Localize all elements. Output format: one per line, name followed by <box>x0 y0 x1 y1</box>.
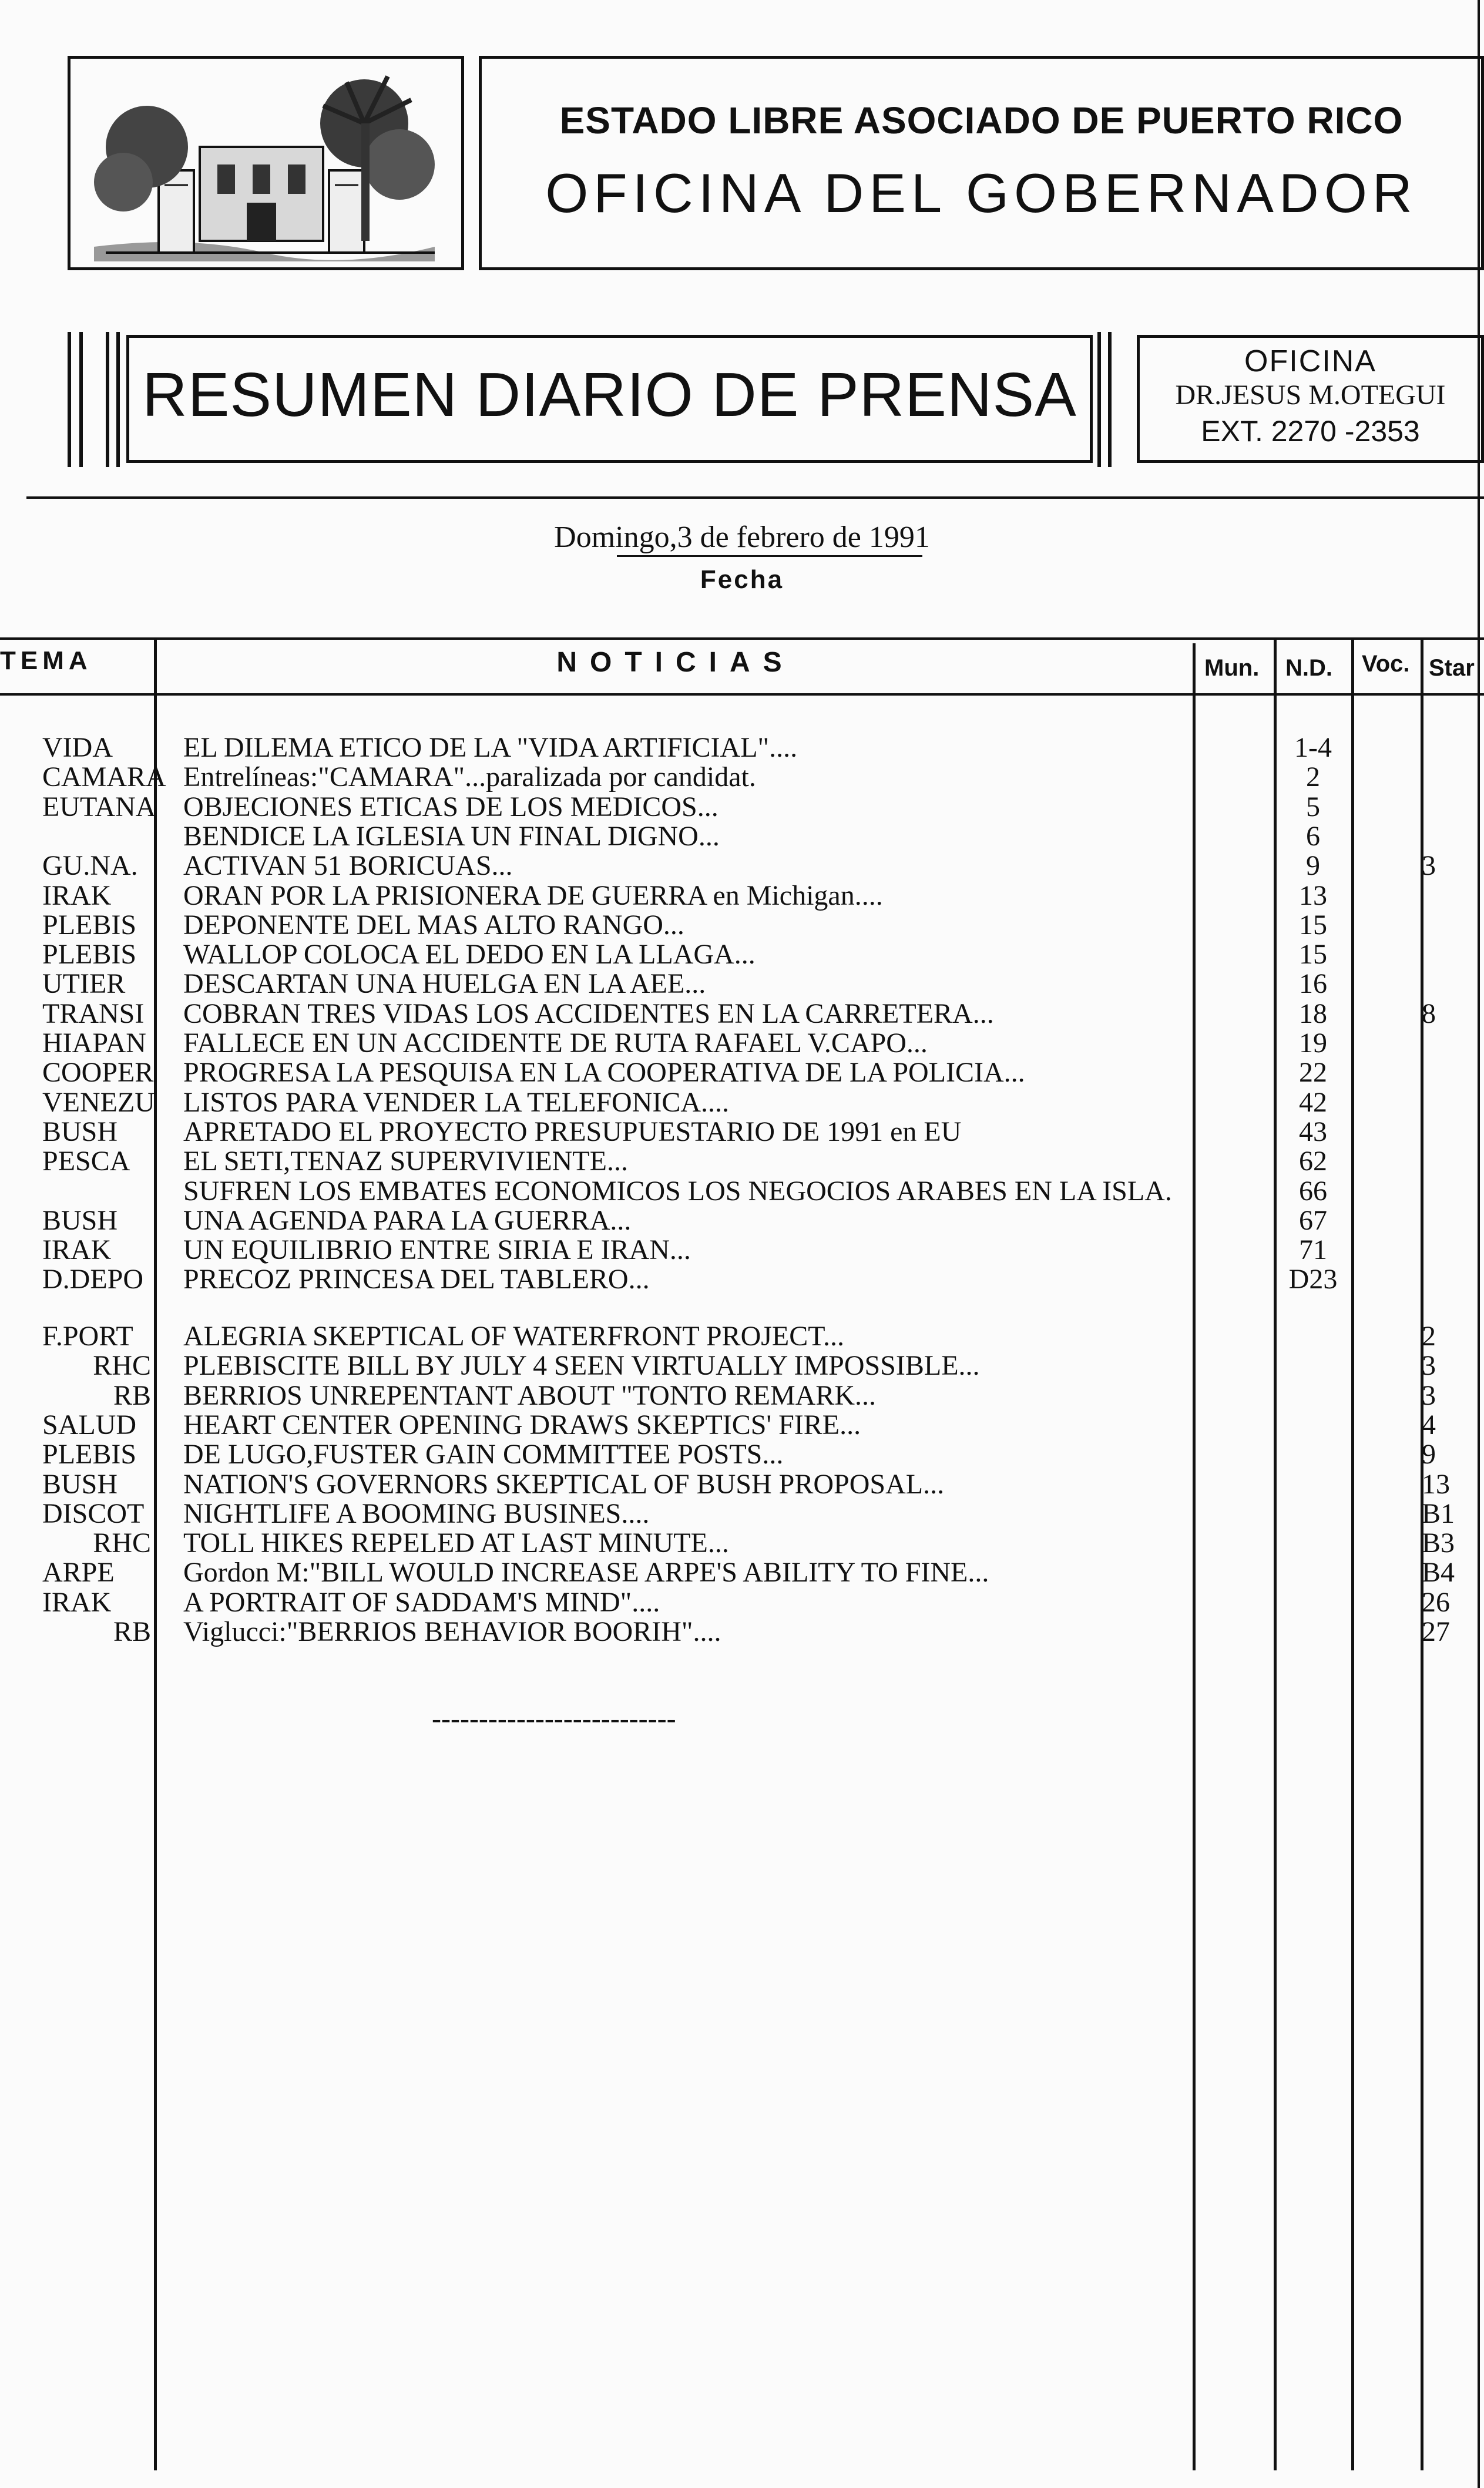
table-row <box>0 763 1484 792</box>
table-row <box>0 733 1484 763</box>
row-nd: 16 <box>1299 968 1327 1000</box>
row-title: UNA AGENDA PARA LA GUERRA... <box>183 1204 632 1236</box>
table-row <box>0 1529 1484 1558</box>
row-tema: SALUD <box>42 1409 137 1441</box>
row-tema: PLEBIS <box>42 939 137 971</box>
row-tema: PESCA <box>42 1146 130 1177</box>
resumen-title: RESUMEN DIARIO DE PRENSA <box>142 360 1077 429</box>
table-row <box>0 1381 1484 1411</box>
row-title: PRECOZ PRINCESA DEL TABLERO... <box>183 1264 650 1295</box>
table-top-rule <box>0 637 1484 640</box>
oficina-label: OFICINA <box>1244 344 1376 378</box>
left-bar-2 <box>79 332 83 467</box>
row-title: PLEBISCITE BILL BY JULY 4 SEEN VIRTUALLY IMPOSSIBLE... <box>183 1350 980 1382</box>
row-nd: 42 <box>1299 1086 1327 1118</box>
row-tema: RHC <box>93 1527 151 1559</box>
row-tema: COOPER <box>42 1057 154 1089</box>
row-title: LISTOS PARA VENDER LA TELEFONICA.... <box>183 1086 730 1118</box>
row-nd: 19 <box>1299 1028 1327 1059</box>
row-title: NIGHTLIFE A BOOMING BUSINES.... <box>183 1497 650 1529</box>
column-header-voc: Voc. <box>1362 651 1410 677</box>
left-bar-1 <box>68 332 71 467</box>
row-title: ACTIVAN 51 BORICUAS... <box>183 850 513 882</box>
table-row <box>0 851 1484 881</box>
row-tema: F.PORT <box>42 1321 133 1352</box>
table-header-rule <box>0 693 1484 696</box>
row-tema: UTIER <box>42 968 126 1000</box>
table-row <box>0 1265 1484 1294</box>
row-tema: RHC <box>93 1350 151 1382</box>
table-row <box>0 1351 1484 1381</box>
table-row <box>0 1088 1484 1117</box>
row-tema: VENEZU <box>42 1086 155 1118</box>
row-title: EL SETI,TENAZ SUPERVIVIENTE... <box>183 1146 628 1177</box>
row-nd: 67 <box>1299 1204 1327 1236</box>
table-row <box>0 969 1484 999</box>
row-tema: IRAK <box>42 879 112 911</box>
row-star: 8 <box>1422 998 1436 1029</box>
row-tema: GU.NA. <box>42 850 138 882</box>
row-title: OBJECIONES ETICAS DE LOS MEDICOS... <box>183 791 719 822</box>
table-row <box>0 1499 1484 1529</box>
row-nd: 13 <box>1299 879 1327 911</box>
row-title: UN EQUILIBRIO ENTRE SIRIA E IRAN... <box>183 1234 691 1266</box>
table-row <box>0 1470 1484 1499</box>
row-nd: 15 <box>1299 909 1327 941</box>
row-title: APRETADO EL PROYECTO PRESUPUESTARIO DE 1991 en EU <box>183 1116 962 1147</box>
row-star: 2 <box>1422 1321 1436 1352</box>
row-tema: D.DEPO <box>42 1264 144 1295</box>
header-divider <box>26 496 1484 499</box>
right-bar-2 <box>1108 332 1112 467</box>
date-underline <box>617 555 922 557</box>
row-tema: DISCOT <box>42 1497 145 1529</box>
table-row <box>0 999 1484 1029</box>
header-oficina-gobernador: OFICINA DEL GOBERNADOR <box>545 162 1418 224</box>
table-row <box>0 793 1484 822</box>
column-header-tema: TEMA <box>0 646 92 675</box>
row-title: Entrelíneas:"CAMARA"...paralizada por candidat. <box>183 761 756 793</box>
row-title: TOLL HIKES REPELED AT LAST MINUTE... <box>183 1527 729 1559</box>
row-star: 9 <box>1422 1439 1436 1470</box>
row-title: FALLECE EN UN ACCIDENTE DE RUTA RAFAEL V.CAPO... <box>183 1028 928 1059</box>
row-title: ORAN POR LA PRISIONERA DE GUERRA en Michigan.... <box>183 879 883 911</box>
row-tema: HIAPAN <box>42 1028 146 1059</box>
row-tema: TRANSI <box>42 998 145 1029</box>
table-row <box>0 1617 1484 1647</box>
row-title: Viglucci:"BERRIOS BEHAVIOR BOORIH".... <box>183 1616 721 1647</box>
table-row <box>0 911 1484 940</box>
table-row <box>0 1058 1484 1087</box>
row-star: B1 <box>1422 1497 1455 1529</box>
row-tema: IRAK <box>42 1234 112 1266</box>
row-title: EL DILEMA ETICO DE LA "VIDA ARTIFICIAL".... <box>183 732 798 763</box>
row-tema: CAMARA <box>42 761 166 793</box>
table-row <box>0 1440 1484 1469</box>
row-title: HEART CENTER OPENING DRAWS SKEPTICS' FIRE... <box>183 1409 861 1441</box>
row-star: 4 <box>1422 1409 1436 1441</box>
row-tema: IRAK <box>42 1586 112 1618</box>
row-title: COBRAN TRES VIDAS LOS ACCIDENTES EN LA CARRETERA... <box>183 998 994 1029</box>
row-nd: 66 <box>1299 1175 1327 1207</box>
row-title: PROGRESA LA PESQUISA EN LA COOPERATIVA DE LA POLICIA... <box>183 1057 1025 1089</box>
row-title: DE LUGO,FUSTER GAIN COMMITTEE POSTS... <box>183 1439 784 1470</box>
row-star: 3 <box>1422 1379 1436 1411</box>
table-row <box>0 1235 1484 1265</box>
table-row <box>0 1588 1484 1617</box>
row-nd: 6 <box>1306 820 1320 852</box>
row-nd: 2 <box>1306 761 1320 793</box>
row-tema: BUSH <box>42 1204 118 1236</box>
oficina-name: DR.JESUS M.OTEGUI <box>1175 380 1446 411</box>
date-value: Domingo,3 de febrero de 1991 <box>554 521 930 554</box>
header-estado: ESTADO LIBRE ASOCIADO DE PUERTO RICO <box>559 99 1404 142</box>
row-tema: VIDA <box>42 732 113 763</box>
column-header-star: Star <box>1429 655 1475 681</box>
row-nd: 71 <box>1299 1234 1327 1266</box>
table-row <box>0 1206 1484 1235</box>
row-nd: D23 <box>1288 1264 1338 1295</box>
table-row <box>0 1029 1484 1058</box>
table-row <box>0 1117 1484 1147</box>
row-tema: PLEBIS <box>42 1439 137 1470</box>
row-title: DESCARTAN UNA HUELGA EN LA AEE... <box>183 968 706 1000</box>
left-bar-3 <box>106 332 109 467</box>
row-nd: 15 <box>1299 939 1327 971</box>
row-tema: BUSH <box>42 1468 118 1500</box>
row-nd: 1-4 <box>1294 732 1332 763</box>
row-title: BENDICE LA IGLESIA UN FINAL DIGNO... <box>183 820 720 852</box>
table-row <box>0 940 1484 969</box>
row-tema: RB <box>113 1616 151 1647</box>
row-nd: 5 <box>1306 791 1320 822</box>
row-star: B3 <box>1422 1527 1455 1559</box>
table-row <box>0 1177 1484 1206</box>
table-row <box>0 881 1484 911</box>
row-nd: 18 <box>1299 998 1327 1029</box>
table-row <box>0 1411 1484 1440</box>
left-bar-4 <box>116 332 120 467</box>
row-star: 26 <box>1422 1586 1450 1618</box>
row-title: ALEGRIA SKEPTICAL OF WATERFRONT PROJECT... <box>183 1321 844 1352</box>
fortaleza-logo-icon <box>70 59 461 267</box>
row-title: A PORTRAIT OF SADDAM'S MIND".... <box>183 1586 660 1618</box>
right-bar-1 <box>1097 332 1101 467</box>
row-star: 3 <box>1422 850 1436 882</box>
row-star: 3 <box>1422 1350 1436 1382</box>
row-title: NATION'S GOVERNORS SKEPTICAL OF BUSH PROPOSAL... <box>183 1468 945 1500</box>
row-tema: ARPE <box>42 1557 115 1589</box>
table-row <box>0 822 1484 851</box>
row-nd: 62 <box>1299 1146 1327 1177</box>
row-nd: 9 <box>1306 850 1320 882</box>
row-star: 27 <box>1422 1616 1450 1647</box>
logo-box <box>68 56 464 270</box>
row-tema: RB <box>113 1379 151 1411</box>
row-title: DEPONENTE DEL MAS ALTO RANGO... <box>183 909 684 941</box>
row-star: B4 <box>1422 1557 1455 1589</box>
oficina-ext: EXT. 2270 -2353 <box>1201 415 1420 448</box>
end-dashes: -------------------------- <box>432 1703 676 1734</box>
row-nd: 43 <box>1299 1116 1327 1147</box>
table-row <box>0 1558 1484 1587</box>
row-star: 13 <box>1422 1468 1450 1500</box>
row-tema: BUSH <box>42 1116 118 1147</box>
column-header-nd: N.D. <box>1285 655 1332 681</box>
row-title: Gordon M:"BILL WOULD INCREASE ARPE'S ABILITY TO FINE... <box>183 1557 989 1589</box>
row-tema: PLEBIS <box>42 909 137 941</box>
table-row <box>0 1322 1484 1351</box>
row-title: SUFREN LOS EMBATES ECONOMICOS LOS NEGOCIOS ARABES EN LA ISLA. <box>183 1175 1172 1207</box>
row-title: BERRIOS UNREPENTANT ABOUT "TONTO REMARK... <box>183 1379 876 1411</box>
row-nd: 22 <box>1299 1057 1327 1089</box>
date-label: Fecha <box>700 565 784 594</box>
table-row <box>0 1147 1484 1176</box>
column-header-noticias: NOTICIAS <box>556 647 795 678</box>
row-tema: EUTANA <box>42 791 156 822</box>
column-header-mun: Mun. <box>1204 655 1260 681</box>
row-title: WALLOP COLOCA EL DEDO EN LA LLAGA... <box>183 939 756 971</box>
